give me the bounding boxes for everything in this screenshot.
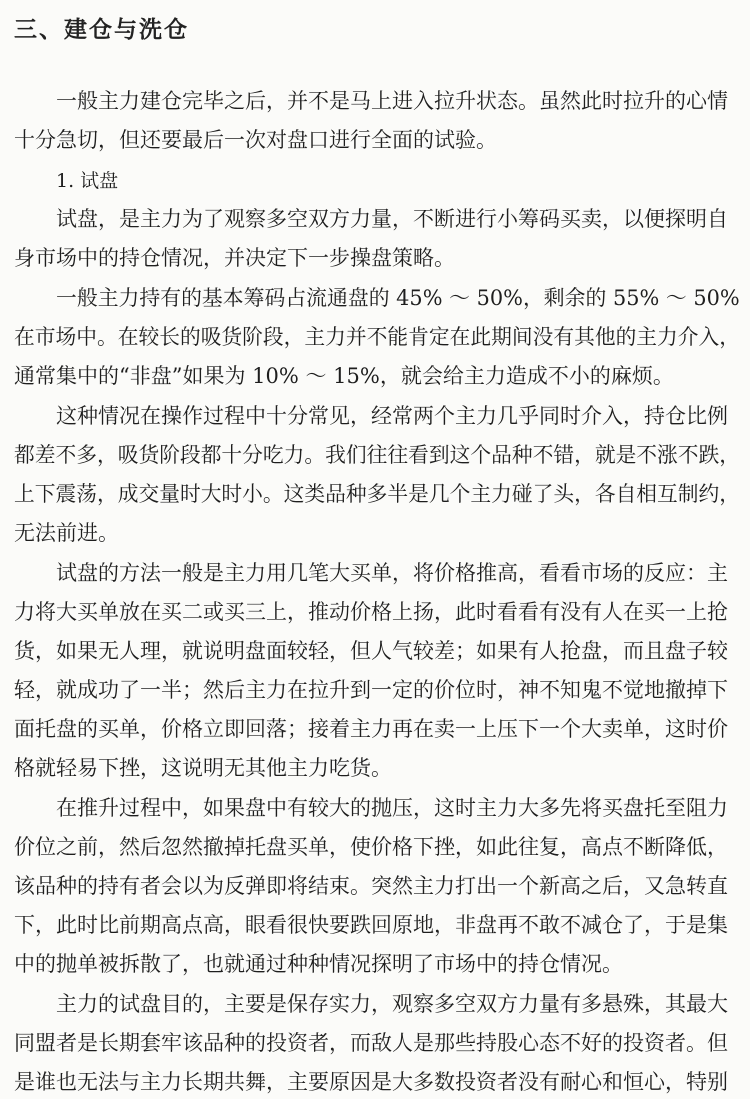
text-line: 试盘的方法一般是主力用几笔大买单，将价格推高，看看市场的反应：主 [56,561,728,585]
text-line: 是谁也无法与主力长期共舞，主要原因是大多数投资者没有耐心和恒心，特别 [14,1070,728,1094]
text-line: 该品种的持有者会以为反弹即将结束。突然主力打出一个新高之后，又急转直 [14,874,728,898]
text-line: 面托盘的买单，价格立即回落；接着主力再在卖一上压下一个大卖单，这时价 [14,717,728,741]
subsection-title: 1. 试盘 [56,170,119,192]
text-line: 价位之前，然后忽然撤掉托盘买单，使价格下挫，如此往复，高点不断降低， [14,835,728,859]
text-line: 试盘，是主力为了观察多空双方力量，不断进行小筹码买卖，以便探明自 [56,207,728,231]
text-line: 货，如果无人理，就说明盘面较轻，但人气较差；如果有人抢盘，而且盘子较 [14,639,728,663]
text-line: 无法前进。 [14,521,119,545]
section-heading: 三、建仓与洗仓 [14,16,189,43]
text-line: 中的抛单被拆散了，也就通过种种情况探明了市场中的持仓情况。 [14,952,623,976]
text-line: 主力的试盘目的，主要是保存实力，观察多空双方力量有多悬殊，其最大 [56,992,728,1016]
text-line: 十分急切，但还要最后一次对盘口进行全面的试验。 [14,128,497,152]
text-line: 通常集中的“非盘”如果为 10% ～ 15%，就会给主力造成不小的麻烦。 [14,364,674,388]
text-line: 一般主力建仓完毕之后，并不是马上进入拉升状态。虽然此时拉升的心情 [56,89,728,113]
text-line: 一般主力持有的基本筹码占流通盘的 45% ～ 50%，剩余的 55% ～ 50% [56,286,740,310]
text-line: 身市场中的持仓情况，并决定下一步操盘策略。 [14,246,455,270]
text-line: 这种情况在操作过程中十分常见，经常两个主力几乎同时介入，持仓比例 [56,404,728,428]
text-line: 上下震荡，成交量时大时小。这类品种多半是几个主力碰了头，各自相互制约， [14,482,741,506]
text-line: 在市场中。在较长的吸货阶段，主力并不能肯定在此期间没有其他的主力介入， [14,325,741,349]
text-line: 格就轻易下挫，这说明无其他主力吃货。 [14,756,392,780]
text-line: 在推升过程中，如果盘中有较大的抛压，这时主力大多先将买盘托至阻力 [56,796,728,820]
text-line: 下，此时比前期高点高，眼看很快要跌回原地，非盘再不敢不减仓了，于是集 [14,913,728,937]
text-line: 都差不多，吸货阶段都十分吃力。我们往往看到这个品种不错，就是不涨不跌， [14,443,741,467]
text-line: 同盟者是长期套牢该品种的投资者，而敌人是那些持股心态不好的投资者。但 [14,1031,728,1055]
text-line: 力将大买单放在买二或买三上，推动价格上扬，此时看看有没有人在买一上抢 [14,600,728,624]
text-line: 轻，就成功了一半；然后主力在拉升到一定的价位时，神不知鬼不觉地撤掉下 [14,678,728,702]
